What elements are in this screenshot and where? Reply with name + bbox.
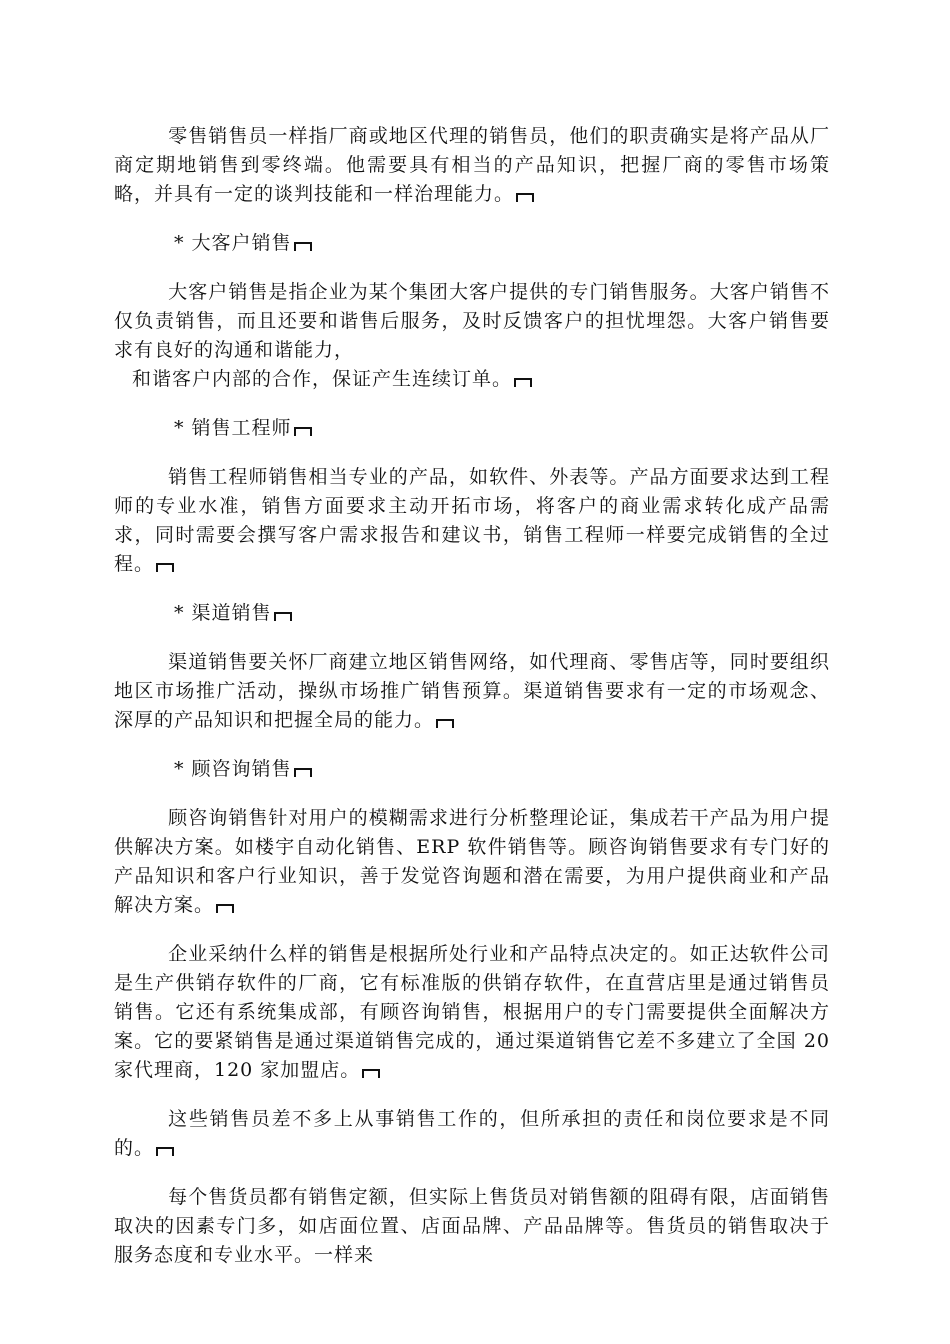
paragraph-retail-sales: [114, 122, 830, 209]
paragraph-mark-icon: [436, 719, 454, 728]
paragraph-consulting-sales: [114, 804, 830, 920]
paragraph-text: 零售销售员一样指厂商或地区代理的销售员，他们的职责确实是将产品从厂商定期地销售到零终端。他需要具有相当的产品知识，把握厂商的零售市场策略，并具有一定的谈判技能和一样治理能力。: [114, 125, 830, 205]
heading-key-account-sales: [114, 229, 830, 258]
paragraph-channel-sales: [114, 648, 830, 735]
paragraph-mark-icon: [274, 612, 292, 621]
paragraph-text: 和谐客户内部的合作，保证产生连续订单。: [132, 368, 513, 390]
heading-text: * 渠道销售: [174, 602, 272, 624]
document-page: [114, 122, 830, 1290]
paragraph-sales-quota: [114, 1183, 830, 1270]
heading-channel-sales: [114, 599, 830, 628]
paragraph-mark-icon: [156, 563, 174, 572]
paragraph-text: 企业采纳什么样的销售是根据所处行业和产品特点决定的。如正达软件公司是生产供销存软件的厂商，它有标准版的供销存软件，在直营店里是通过销售员销售。它还有系统集成部，有顾咨询销售，根据用户的专门需要提供全面解决方案。它的要紧销售是通过渠道销售完成的，通过渠道销售它差不多建立了全国 20 家代理商，120 家加盟店。: [114, 943, 830, 1081]
heading-text: * 销售工程师: [174, 417, 292, 439]
paragraph-sales-engineer: [114, 463, 830, 579]
paragraph-text: 大客户销售是指企业为某个集团大客户提供的专门销售服务。大客户销售不仅负责销售，而且还要和谐售后服务，及时反馈客户的担忧埋怨。大客户销售要求有良好的沟通和谐能力，: [114, 281, 830, 361]
heading-text: * 大客户销售: [174, 232, 292, 254]
paragraph-mark-icon: [362, 1069, 380, 1078]
paragraph-mark-icon: [294, 768, 312, 777]
paragraph-summary: [114, 1105, 830, 1163]
paragraph-continuation: [114, 365, 830, 394]
heading-consulting-sales: [114, 755, 830, 784]
paragraph-text: 顾咨询销售针对用户的模糊需求进行分析整理论证，集成若干产品为用户提供解决方案。如楼宇自动化销售、ERP 软件销售等。顾咨询销售要求有专门好的产品知识和客户行业知识，善于发觉咨询题和潜在需要，为用户提供商业和产品解决方案。: [114, 807, 830, 916]
heading-sales-engineer: [114, 414, 830, 443]
paragraph-mark-icon: [156, 1147, 174, 1156]
paragraph-text: 销售工程师销售相当专业的产品，如软件、外表等。产品方面要求达到工程师的专业水准，销售方面要求主动开拓市场，将客户的商业需求转化成产品需求，同时需要会撰写客户需求报告和建议书，销售工程师一样要完成销售的全过程。: [114, 466, 830, 575]
paragraph-mark-icon: [294, 427, 312, 436]
paragraph-mark-icon: [294, 242, 312, 251]
paragraph-text: 每个售货员都有销售定额，但实际上售货员对销售额的阻碍有限，店面销售取决的因素专门多，如店面位置、店面品牌、产品品牌等。售货员的销售取决于服务态度和专业水平。一样来: [114, 1186, 830, 1266]
paragraph-text: 这些销售员差不多上从事销售工作的，但所承担的责任和岗位要求是不同的。: [114, 1108, 830, 1159]
paragraph-mark-icon: [216, 904, 234, 913]
paragraph-mark-icon: [516, 193, 534, 202]
paragraph-company-example: [114, 940, 830, 1085]
paragraph-mark-icon: [514, 378, 532, 387]
heading-text: * 顾咨询销售: [174, 758, 292, 780]
paragraph-key-account-sales: [114, 278, 830, 394]
paragraph-text: 渠道销售要关怀厂商建立地区销售网络，如代理商、零售店等，同时要组织地区市场推广活动，操纵市场推广销售预算。渠道销售要求有一定的市场观念、深厚的产品知识和把握全局的能力。: [114, 651, 830, 731]
